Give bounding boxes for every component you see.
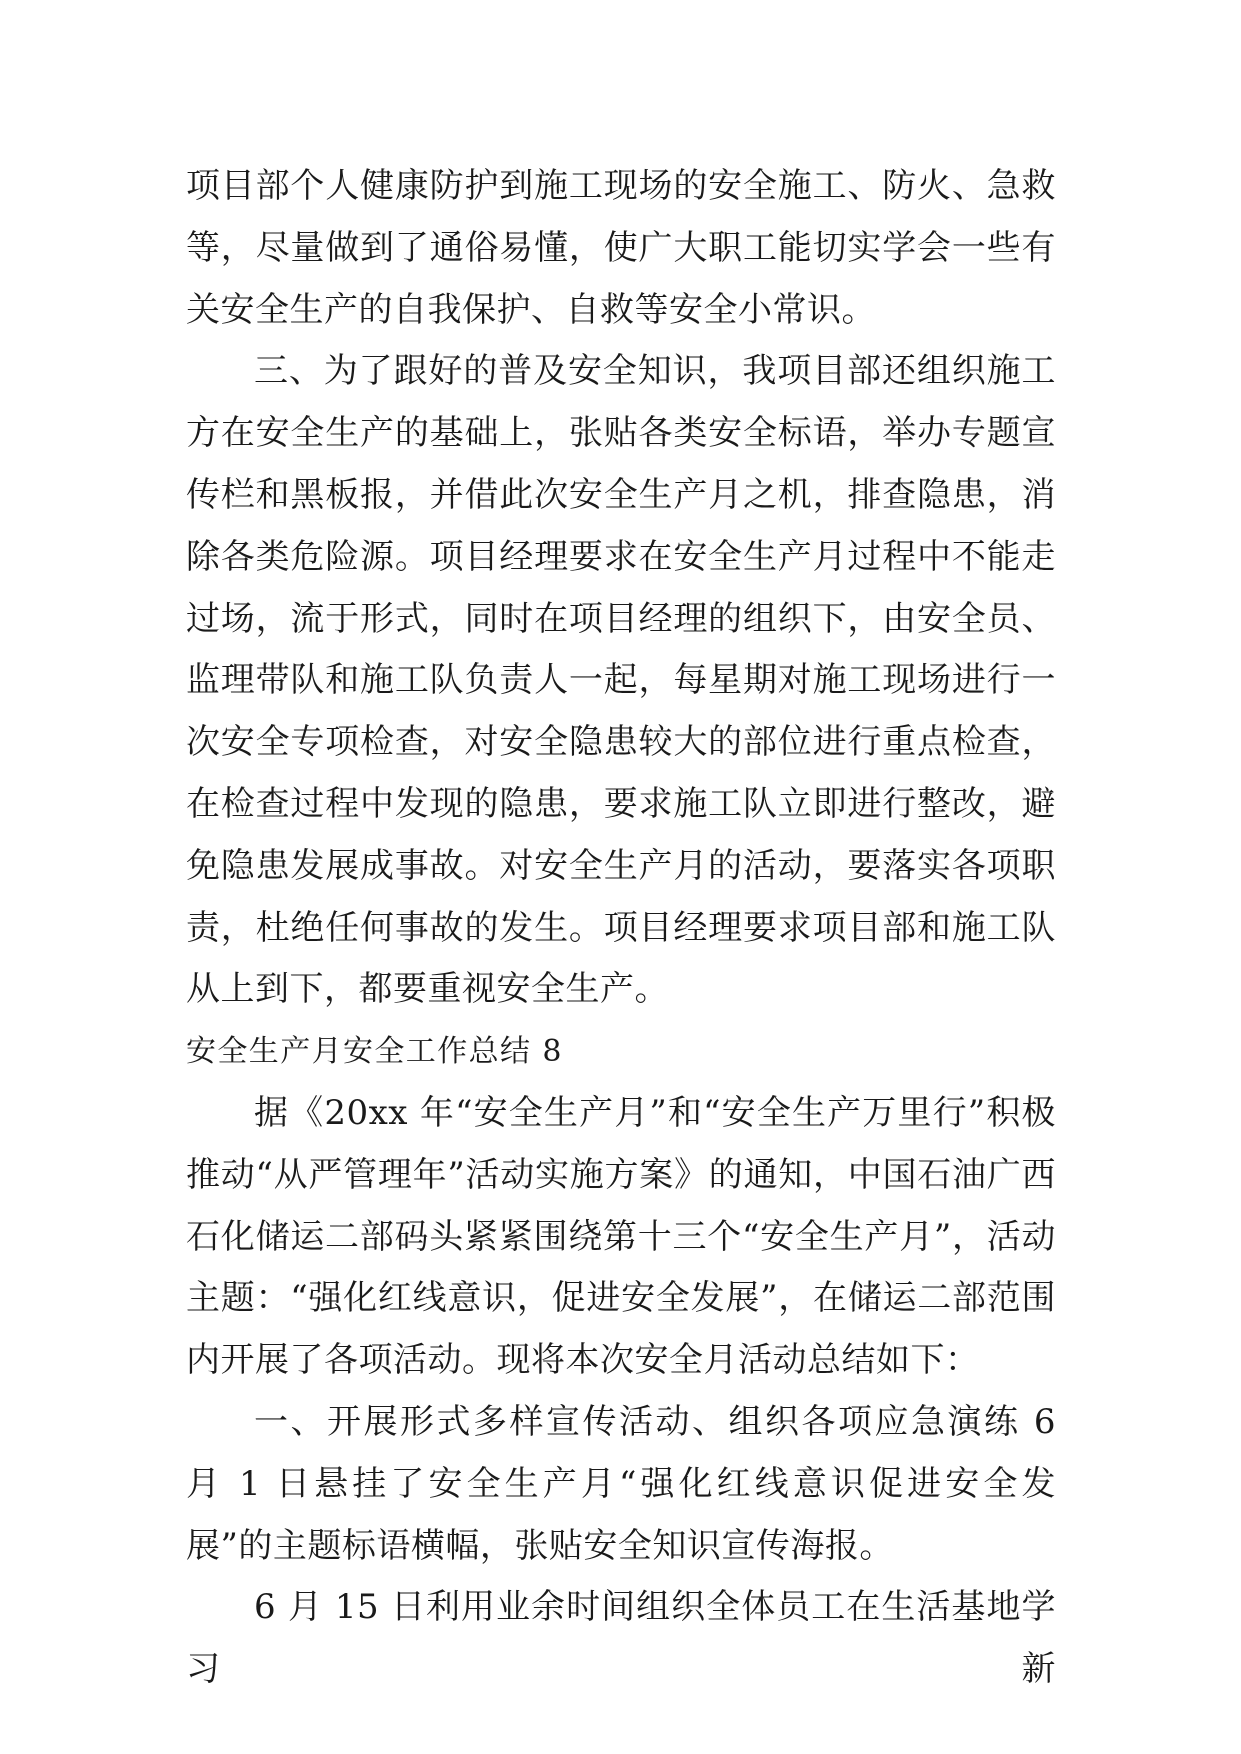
document-page — [186, 156, 1056, 1701]
paragraph-june-15: 6 月 15 日利用业余时间组织全体员工在生活基地学习新 — [186, 1587, 1056, 1690]
paragraph-health-protection: 项目部个人健康防护到施工现场的安全施工、防火、急救等，尽量做到了通俗易懂，使广大职工能切实学会一些有关安全生产的自我保护、自救等安全小常识。 — [186, 166, 1056, 330]
paragraph-notice: 据《20xx 年“安全生产月”和“安全生产万里行”积极推动“从严管理年”活动实施方案》的通知，中国石油广西石化储运二部码头紧紧围绕第十三个“安全生产月”，活动主题：“强化红线意识，促进安全发展”，在储运二部范围内开展了各项活动。现将本次安全月活动总结如下： — [186, 1092, 1056, 1381]
section-heading: 安全生产月安全工作总结 8 — [186, 1034, 563, 1070]
paragraph-activities: 一、开展形式多样宣传活动、组织各项应急演练 6 月 1 日悬挂了安全生产月“强化红线意识促进安全发展”的主题标语横幅，张贴安全知识宣传海报。 — [186, 1401, 1056, 1566]
paragraph-safety-knowledge: 三、为了跟好的普及安全知识，我项目部还组织施工方在安全生产的基础上，张贴各类安全标语，举办专题宣传栏和黑板报，并借此次安全生产月之机，排查隐患，消除各类危险源。项目经理要求在安全生产月过程中不能走过场，流于形式，同时在项目经理的组织下，由安全员、监理带队和施工队负责人一起，每星期对施工现场进行一次安全专项检查，对安全隐患较大的部位进行重点检查，在检查过程中发现的隐患，要求施工队立即进行整改，避免隐患发展成事故。对安全生产月的活动，要落实各项职责，杜绝任何事故的发生。项目经理要求项目部和施工队从上到下，都要重视安全生产。 — [186, 351, 1056, 1010]
